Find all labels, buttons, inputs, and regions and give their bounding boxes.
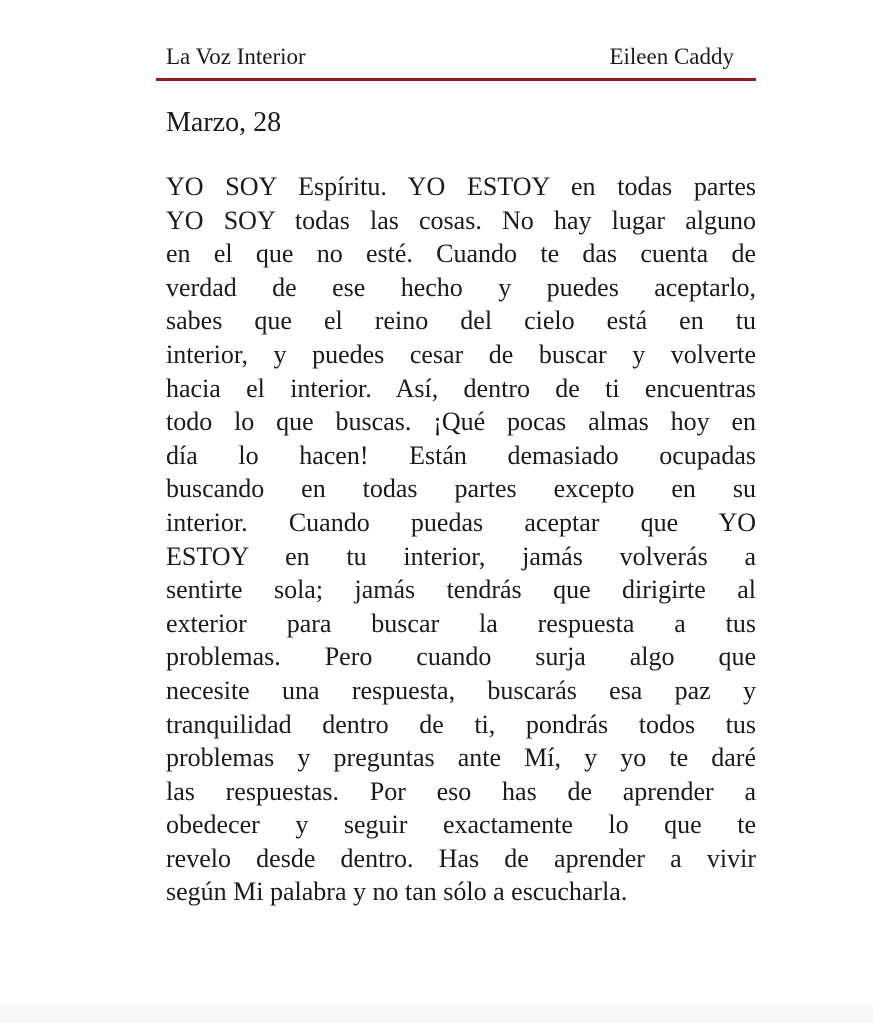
- body-text: [166, 170, 756, 909]
- body-line: sabes que el reino del cielo está en tu: [166, 306, 756, 336]
- body-line: interior. Cuando puedas aceptar que YO: [166, 507, 756, 537]
- page-header: [166, 44, 734, 70]
- body-line: YO SOY todas las cosas. No hay lugar alguno: [166, 205, 756, 235]
- body-line: verdad de ese hecho y puedes aceptarlo,: [166, 272, 756, 302]
- body-line: todo lo que buscas. ¡Qué pocas almas hoy en: [166, 407, 756, 437]
- body-line: día lo hacen! Están demasiado ocupadas: [166, 440, 756, 470]
- body-line: en el que no esté. Cuando te das cuenta de: [166, 239, 756, 269]
- body-line: interior, y puedes cesar de buscar y volverte: [166, 339, 756, 369]
- body-line: exterior para buscar la respuesta a tus: [166, 608, 756, 638]
- page-bottom-edge: [0, 1003, 873, 1023]
- header-rule: [156, 78, 756, 81]
- body-line: buscando en todas partes excepto en su: [166, 474, 756, 504]
- body-line: revelo desde dentro. Has de aprender a vivir: [166, 843, 756, 873]
- date-heading: Marzo, 28: [166, 107, 282, 138]
- body-line: problemas. Pero cuando surja algo que: [166, 642, 756, 672]
- document-title: La Voz Interior: [166, 44, 306, 69]
- body-line: necesite una respuesta, buscarás esa paz y: [166, 675, 756, 705]
- author-name: Eileen Caddy: [609, 44, 734, 69]
- body-line: ESTOY en tu interior, jamás volverás a: [166, 541, 756, 571]
- body-line: sentirte sola; jamás tendrás que dirigirte al: [166, 575, 756, 605]
- body-line: tranquilidad dentro de ti, pondrás todos tus: [166, 709, 756, 739]
- body-line: obedecer y seguir exactamente lo que te: [166, 810, 756, 840]
- body-line: las respuestas. Por eso has de aprender a: [166, 776, 756, 806]
- body-line: problemas y preguntas ante Mí, y yo te daré: [166, 743, 756, 773]
- body-line: hacia el interior. Así, dentro de ti encuentras: [166, 373, 756, 403]
- body-line: YO SOY Espíritu. YO ESTOY en todas partes: [166, 172, 756, 201]
- body-line: según Mi palabra y no tan sólo a escucharla.: [166, 877, 628, 907]
